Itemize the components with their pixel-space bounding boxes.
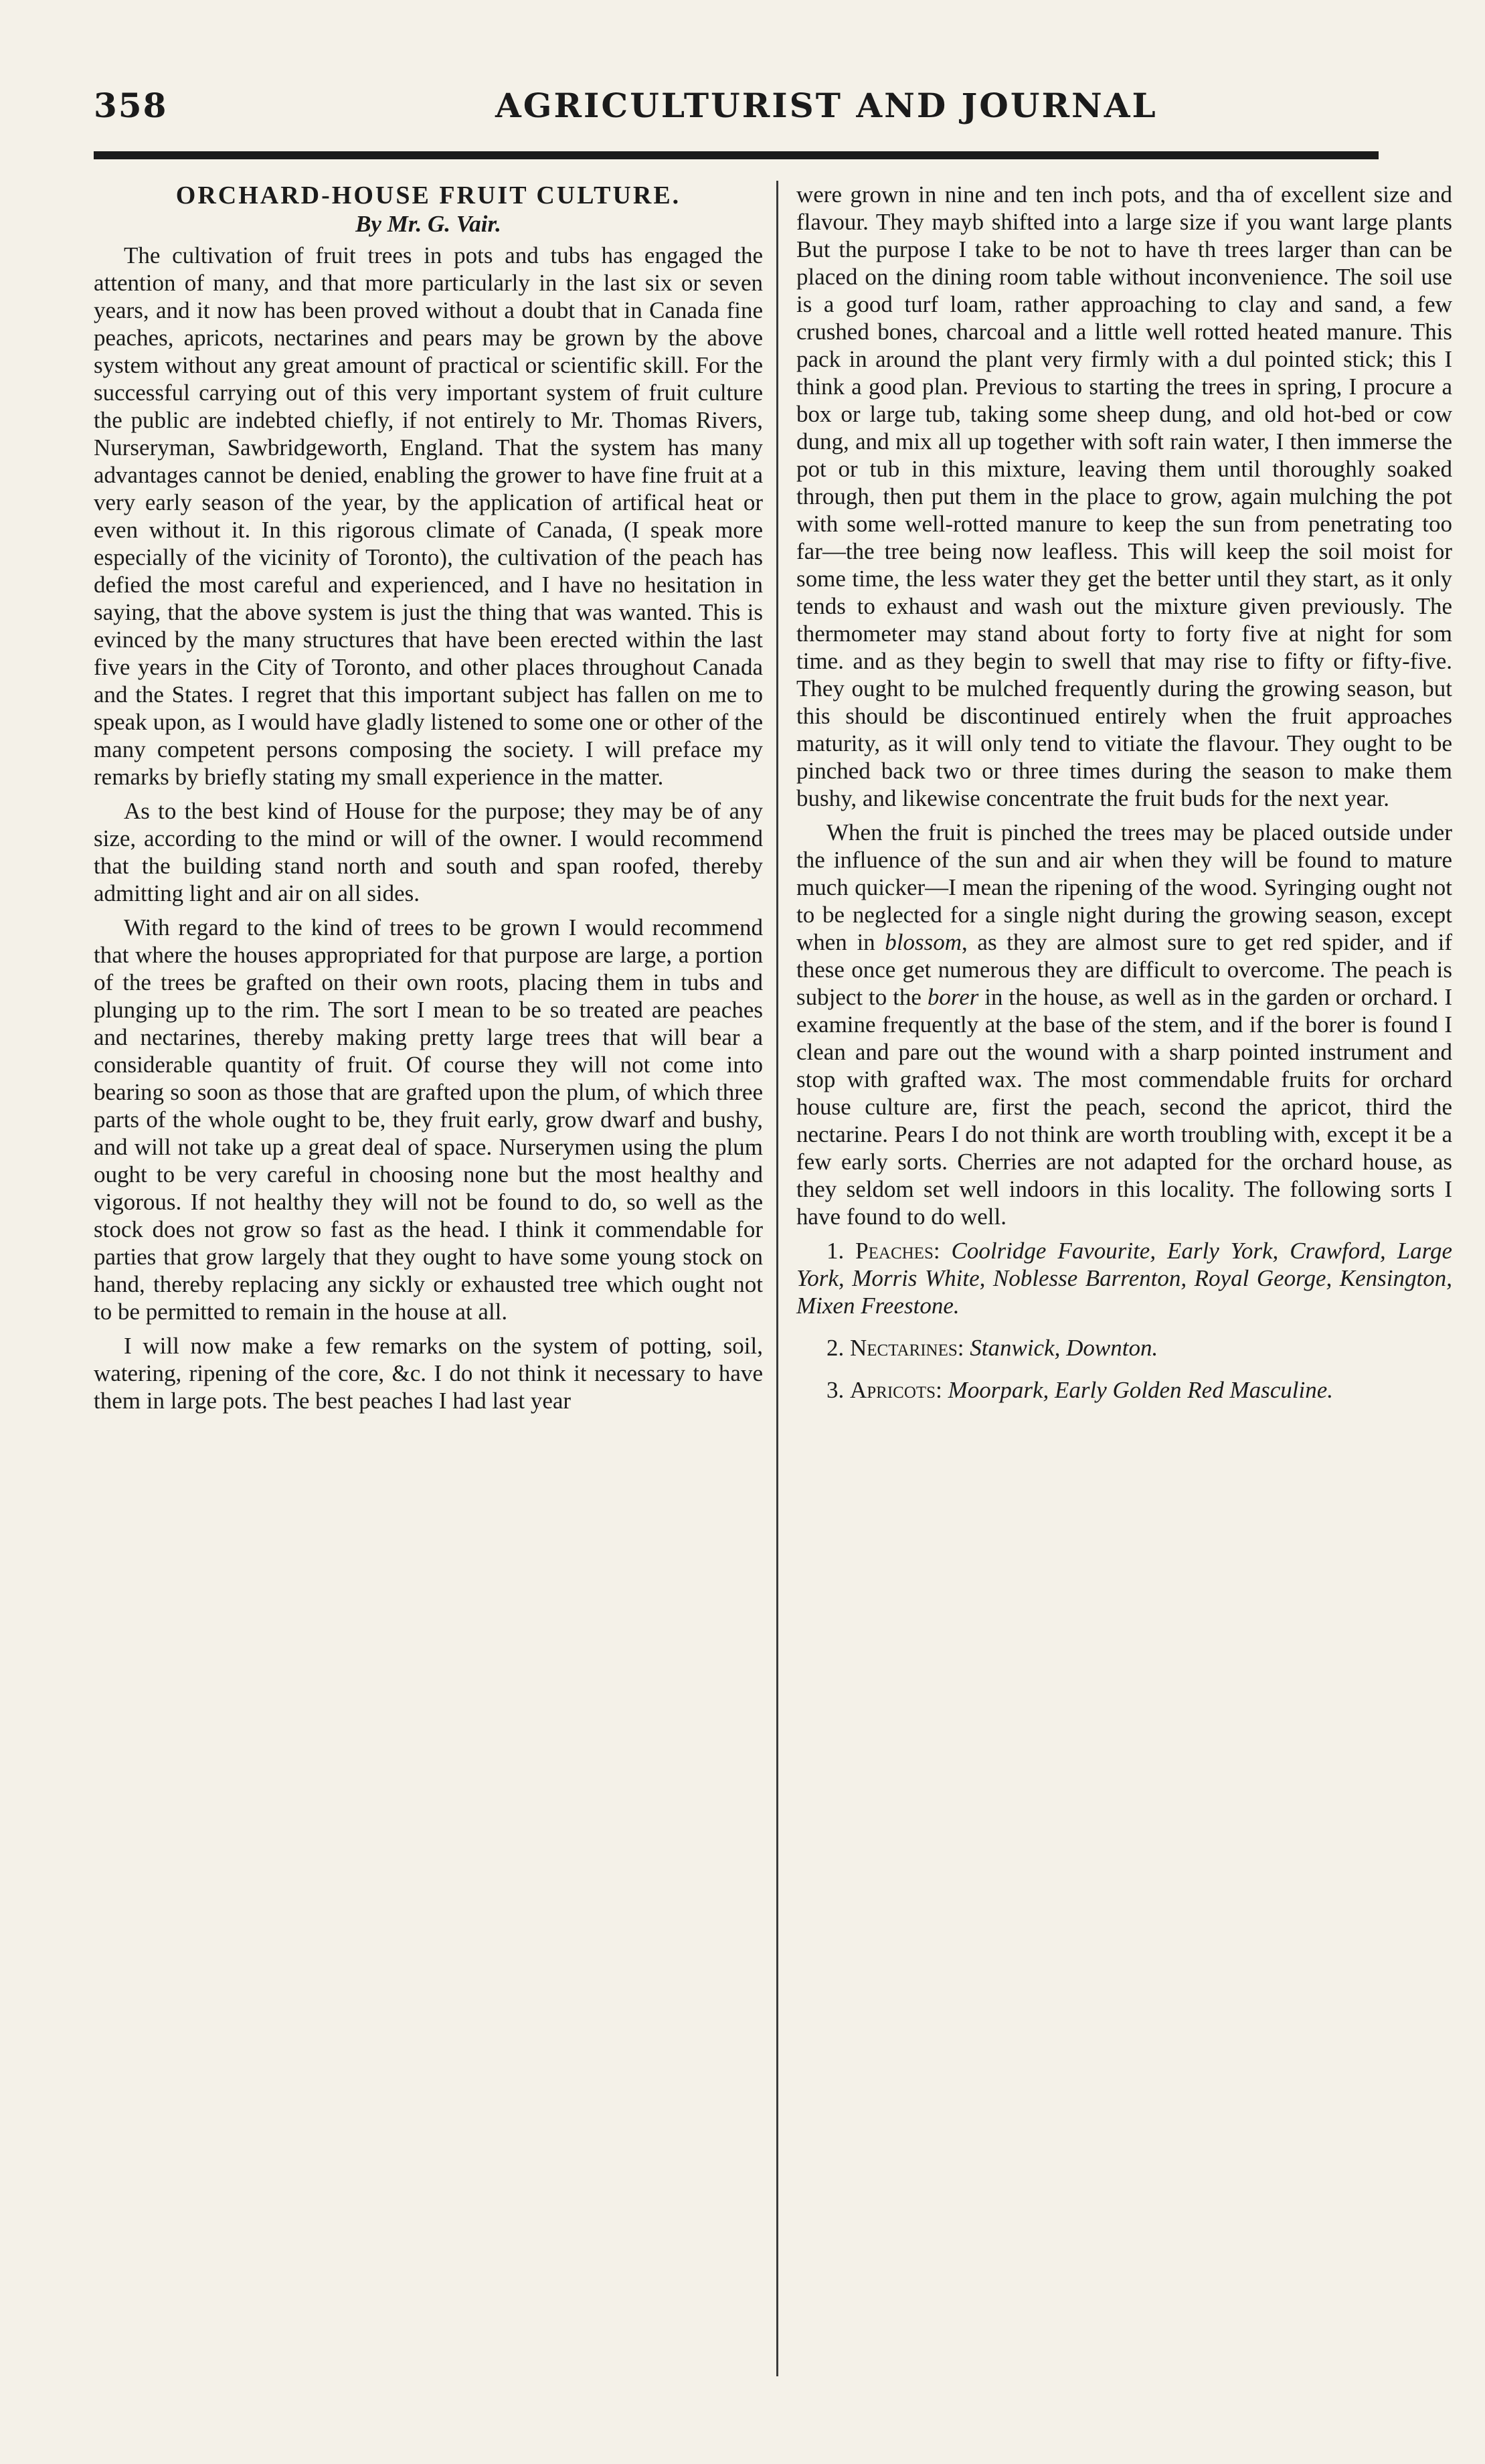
text-run: , as they are almost sure to get red spider, and if these once get numerous they are difficult to overcome. The peach is subject to the [796,929,1452,1010]
paragraph: As to the best kind of House for the purpose; they may be of any size, according to the mind or will of the owner. I would recommend that the building stand north and south and span roofed, thereby admitting light and air on all sides. [94,798,763,906]
paragraph [796,819,1452,1230]
fruit-list-item [796,1237,1452,1319]
paragraph: With regard to the kind of trees to be grown I would recommend that where the houses appropriated for that purpose are large, a portion of the trees be grafted on their own roots, placing them in tubs and plunging up to the rim. The sort I mean to be so treated are peaches and nectarines, thereby making pretty large trees that will bear a considerable quantity of fruit. Of course they will not come into bearing so soon as those that are grafted upon the plum, of which three parts of the whole ought to be, they fruit early, grow dwarf and bushy, and will not take up a great deal of space. Nurserymen using the plum ought to be very careful in choosing none but the most healthy and vigorous. If not healthy they will not be found to do, so well as the stock does not grow so fast as the head. I think it commendable for parties that grow largely that they ought to have some young stock on hand, thereby replacing any sickly or exhausted tree which ought not to be permitted to remain in the house at all. [94,914,763,1325]
article-title: ORCHARD-HOUSE FRUIT CULTURE. [175,181,681,210]
list-varieties: Moorpark, Early Golden Red Masculine. [948,1377,1333,1403]
list-label: Apricots: [850,1377,942,1403]
page-number: 358 [94,86,168,125]
text-run: When the fruit is pinched the trees may be placed outside under the influence of the sun and air when they will be found to mature much quicker—I mean the ripening of the wood. Syringing ought not to be neglected for a single night during the growing season, except when in [796,819,1452,955]
right-column [796,181,1452,1418]
list-label: Nectarines: [850,1335,964,1361]
article-byline: By Mr. G. Vair. [355,211,501,237]
text-run: in the house, as well as in the garden or orchard. I examine frequently at the base of the stem, and if the borer is found I clean and pare out the wound with a sharp pointed instrument and stop with grafted wax. The most commendable fruits for orchard house culture are, first the peach, second the apricot, third the nectarine. Pears I do not think are worth troubling with, except it be a few early sorts. Cherries are not adapted for the orchard house, as they seldom set well indoors in this locality. The following sorts I have found to do well. [796,984,1453,1230]
left-column [94,181,763,1421]
italic-term: blossom [885,929,962,955]
paragraph-continued: were grown in nine and ten inch pots, and tha of excellent size and flavour. They mayb shifted into a large size if you want large plants But the purpose I take to be not to have th trees larger than can be placed on the dining room table without inconvenience. The soil use is a good turf loam, rather approaching to clay and sand, a few crushed bones, charcoal and a little well rotted heated manure. This pack in around the plant very firmly with a dul pointed stick; this I think a good plan. Previous to starting the trees in spring, I procure a box or large tub, taking some sheep dung, and old hot-bed or cow dung, and mix all up together with soft rain water, I then immerse the pot or tub in this mixture, leaving them until thoroughly soaked through, then put them in the place to grow, again mulching the pot with some well-rotted manure to keep the sun from penetrating too far—the tree being now leafless. This will keep the soil moist for some time, the less water they get the better until they start, as it only tends to exhaust and wash out the mixture given previously. The thermometer may stand about forty to forty five at night for som time. and as they begin to swell that may rise to fifty or fifty-five. They ought to be mulched frequently during the growing season, but this should be discontinued entirely when the fruit approaches maturity, as it will only tend to vitiate the flavour. They ought to be pinched back two or three times during the season to make them bushy, and likewise concentrate the fruit buds for the next year. [796,181,1452,811]
list-number: 1. [826,1238,845,1264]
fruit-list-item [796,1376,1452,1404]
list-number: 3. [826,1377,845,1403]
list-varieties: Stanwick, Downton. [970,1335,1158,1361]
list-number: 2. [826,1335,845,1361]
fruit-list-item [796,1334,1452,1362]
running-head [94,86,1391,139]
column-divider [776,181,778,2376]
list-label: Peaches: [855,1238,940,1264]
journal-title: AGRICULTURIST AND JOURNAL [495,86,1158,125]
header-rule [94,151,1379,159]
paragraph: The cultivation of fruit trees in pots and tubs has engaged the attention of many, and that more particularly in the last six or seven years, and it now has been proved without a doubt that in Canada fine peaches, apricots, nectarines and pears may be grown by the above system without any great amount of practical or scientific skill. For the successful carrying out of this very important system of fruit culture the public are indebted chiefly, if not entirely to Mr. Thomas Rivers, Nurseryman, Sawbridgeworth, England. That the system has many advantages cannot be denied, enabling the grower to have fine fruit at a very early season of the year, by the application of artifical heat or even without it. In this rigorous climate of Canada, (I speak more especially of the vicinity of Toronto), the cultivation of the peach has defied the most careful and experienced, and I have no hesitation in saying, that the above system is just the thing that was wanted. This is evinced by the many structures that have been erected within the last five years in the City of Toronto, and other places throughout Canada and the States. I regret that this important subject has fallen on me to speak upon, as I would have gladly listened to some one or other of the many competent persons composing the society. I will preface my remarks by briefly stating my small experience in the matter. [94,242,764,790]
list-varieties: Coolridge Favourite, Early York, Crawford, Large York, Morris White, Noblesse Barrenton, Royal George, Kensington, Mixen Freestone. [796,1238,1453,1319]
italic-term: borer [927,984,979,1010]
paragraph: I will now make a few remarks on the system of potting, soil, watering, ripening of the core, &c. I do not think it necessary to have them in large pots. The best peaches I had last year [94,1333,763,1414]
